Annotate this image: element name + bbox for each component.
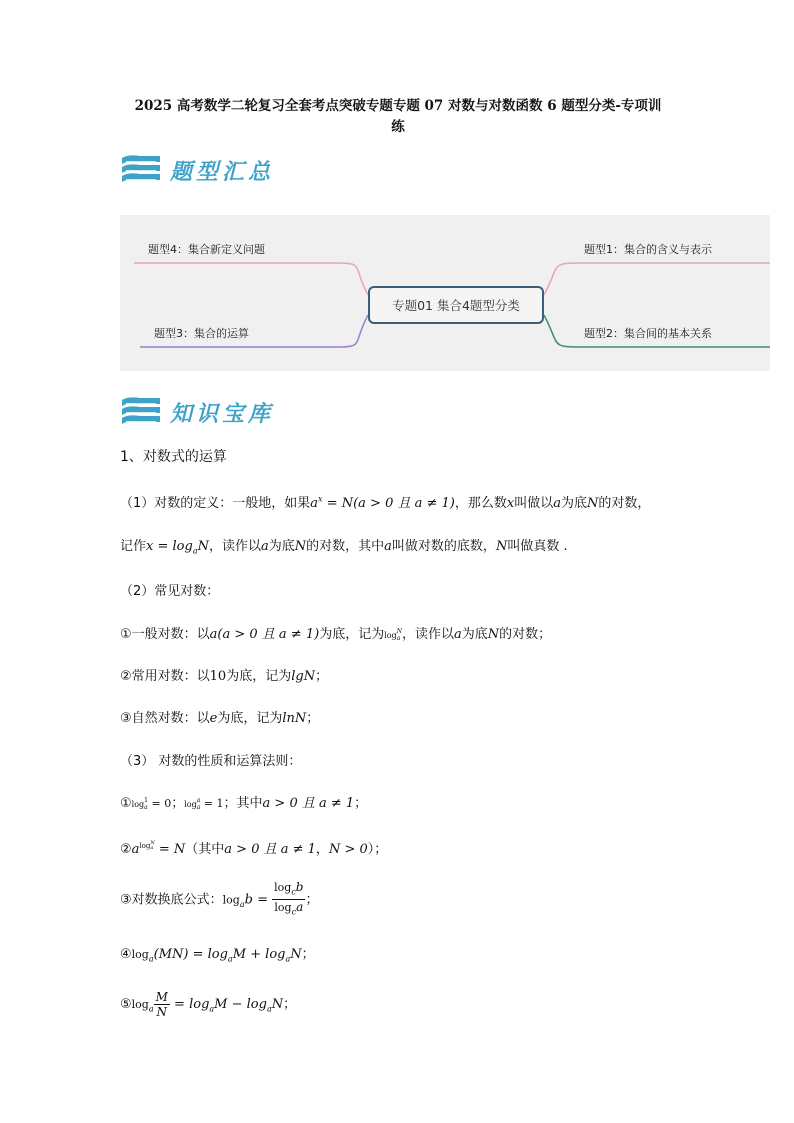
math: a bbox=[296, 900, 304, 915]
math-sub: a bbox=[266, 1004, 272, 1014]
connector-node4 bbox=[134, 263, 368, 295]
text: ； bbox=[171, 796, 185, 811]
fraction-numerator: M bbox=[155, 990, 168, 1004]
paragraph-common-log bbox=[120, 665, 328, 684]
text: ⑤ bbox=[120, 997, 132, 1012]
math: a bbox=[453, 627, 462, 642]
book-stack-icon bbox=[120, 394, 162, 430]
text: 叫做对数的底数， bbox=[391, 539, 496, 554]
text: 记作 bbox=[120, 539, 147, 554]
math-sub: a bbox=[209, 1004, 215, 1014]
math-sub: a bbox=[285, 954, 291, 964]
text: 为底 bbox=[268, 539, 295, 554]
math: x bbox=[506, 496, 515, 511]
connector-node1 bbox=[544, 263, 770, 295]
text: ）； bbox=[367, 842, 388, 857]
text: 叫做以 bbox=[514, 496, 554, 511]
text: ； bbox=[301, 947, 315, 962]
math: = N bbox=[154, 842, 186, 857]
math: a bbox=[553, 496, 562, 511]
math: b bbox=[295, 880, 304, 894]
math: M − log bbox=[214, 997, 267, 1012]
fraction-numerator bbox=[272, 880, 305, 900]
math-sub: c bbox=[291, 887, 296, 897]
text: ① bbox=[120, 796, 132, 811]
text: ①一般对数：以 bbox=[120, 627, 210, 642]
paragraph-natural-log bbox=[120, 707, 319, 726]
fraction-denominator bbox=[272, 900, 305, 919]
mindmap-node-3: 题型3：集合的运算 bbox=[154, 327, 249, 340]
math: log bbox=[131, 948, 149, 961]
text: 为底 bbox=[461, 627, 488, 642]
document-title bbox=[118, 96, 678, 138]
mindmap-node-4: 题型4：集合新定义问题 bbox=[148, 243, 265, 256]
text: 为底，记为 bbox=[319, 627, 385, 642]
math: N bbox=[290, 947, 302, 962]
math-sub: a bbox=[192, 546, 198, 556]
section-heading-knowledge: 知识宝库 bbox=[170, 400, 275, 427]
math: log bbox=[131, 800, 145, 809]
math: a bbox=[131, 842, 140, 857]
math-sub: a bbox=[396, 634, 401, 642]
math: N bbox=[487, 627, 500, 642]
paragraph-log-definition bbox=[120, 492, 650, 511]
math: = N(a > 0 且 a ≠ 1) bbox=[322, 496, 455, 511]
math: log bbox=[274, 881, 292, 894]
math-sup: N bbox=[150, 839, 155, 846]
math: e bbox=[209, 711, 218, 726]
math-sup: a bbox=[196, 796, 201, 804]
math-sub: a bbox=[150, 844, 154, 851]
text: ③自然对数：以 bbox=[120, 711, 210, 726]
document-title-line2: 练 bbox=[391, 119, 405, 135]
text: 的对数； bbox=[499, 627, 552, 642]
math: a > 0 且 a ≠ 1 bbox=[224, 842, 316, 857]
heading-log-operations: 1、对数式的运算 bbox=[120, 449, 227, 465]
section-heading-summary: 题型汇总 bbox=[170, 158, 275, 185]
paragraph-change-of-base bbox=[120, 880, 319, 920]
math: x = log bbox=[146, 539, 193, 554]
math: lnN bbox=[282, 711, 307, 726]
math: M + log bbox=[232, 947, 286, 962]
text: 为底 bbox=[561, 496, 588, 511]
math: N bbox=[495, 539, 508, 554]
text: ， bbox=[315, 842, 329, 857]
fraction-denominator: N bbox=[156, 1005, 168, 1019]
text: ② bbox=[120, 842, 132, 857]
paragraph-log-properties-heading: （3） 对数的性质和运算法则： bbox=[120, 754, 302, 769]
paragraph-product-rule bbox=[120, 943, 315, 964]
text: 为底，记为 bbox=[217, 711, 283, 726]
paragraph-common-logs-heading: （2）常见对数： bbox=[120, 584, 220, 599]
math-sub: a bbox=[148, 1004, 154, 1014]
math: N > 0 bbox=[328, 842, 368, 857]
section-header-knowledge bbox=[120, 392, 274, 432]
math: a bbox=[384, 539, 392, 554]
math: log bbox=[139, 841, 151, 850]
math-sub: a bbox=[227, 954, 233, 964]
mindmap bbox=[120, 215, 770, 371]
text: ； bbox=[306, 711, 320, 726]
math: log bbox=[184, 800, 197, 809]
math-sub: a bbox=[148, 954, 154, 964]
text: （1）对数的定义：一般地，如果 bbox=[120, 496, 311, 511]
math: N bbox=[271, 997, 284, 1012]
paragraph-log-notation bbox=[120, 535, 568, 556]
math: N bbox=[587, 496, 599, 511]
math: lgN bbox=[291, 669, 316, 684]
math: a bbox=[260, 539, 269, 554]
text: ③对数换底公式： bbox=[120, 892, 223, 908]
text: ； bbox=[283, 997, 297, 1012]
paragraph-general-log bbox=[120, 623, 551, 642]
math-sup: N bbox=[396, 627, 402, 635]
math: = 1 bbox=[200, 797, 224, 810]
fraction bbox=[154, 990, 170, 1019]
fraction bbox=[272, 880, 305, 920]
math: log bbox=[274, 901, 292, 915]
section-header-summary bbox=[120, 150, 274, 190]
math: N bbox=[197, 539, 209, 554]
paragraph-quotient-rule bbox=[120, 990, 296, 1019]
math: 10 bbox=[209, 669, 227, 684]
text: ，那么数 bbox=[454, 496, 507, 511]
math-sub: a bbox=[144, 803, 148, 811]
math: b = bbox=[244, 892, 268, 908]
math: (MN) = log bbox=[153, 947, 228, 962]
text: ；其中 bbox=[223, 796, 263, 811]
text: ； bbox=[305, 892, 319, 908]
math-sub: a bbox=[239, 899, 245, 909]
math: a(a > 0 且 a ≠ 1) bbox=[209, 627, 320, 642]
math: a > 0 且 a ≠ 1 bbox=[262, 796, 355, 811]
mindmap-center-node: 专题01 集合4题型分类 bbox=[368, 286, 544, 324]
text: ②常用对数：以 bbox=[120, 669, 210, 684]
math: log bbox=[131, 998, 149, 1011]
text: ，读作以 bbox=[401, 627, 454, 642]
text: （其中 bbox=[185, 842, 225, 857]
math: N bbox=[294, 539, 307, 554]
paragraph-log-property-1 bbox=[120, 792, 367, 811]
math: log bbox=[384, 631, 397, 640]
text: 的对数，其中 bbox=[306, 539, 385, 554]
math-sup: x bbox=[318, 494, 323, 504]
mindmap-node-2: 题型2：集合间的基本关系 bbox=[584, 327, 712, 340]
text: ④ bbox=[120, 947, 132, 962]
math-exponent bbox=[139, 839, 155, 851]
text: 为底，记为 bbox=[226, 669, 292, 684]
math: = log bbox=[169, 997, 210, 1012]
math: a bbox=[310, 496, 319, 511]
math: = 0 bbox=[147, 797, 172, 810]
math-sup: 1 bbox=[144, 796, 148, 804]
paragraph-log-property-2 bbox=[120, 838, 387, 857]
mindmap-node-1: 题型1：集合的含义与表示 bbox=[584, 243, 712, 256]
text: ，读作以 bbox=[208, 539, 261, 554]
text: 的对数， bbox=[598, 496, 651, 511]
document-title-line1: 2025 高考数学二轮复习全套考点突破专题专题 07 对数与对数函数 6 题型分类-专项训 bbox=[134, 98, 662, 114]
math-sub: a bbox=[196, 803, 201, 811]
text: ； bbox=[315, 669, 329, 684]
text: ； bbox=[354, 796, 368, 811]
math: log bbox=[222, 893, 240, 907]
book-stack-icon bbox=[120, 152, 162, 188]
math-sub: c bbox=[291, 907, 297, 917]
text: 叫做真数 . bbox=[507, 539, 568, 554]
